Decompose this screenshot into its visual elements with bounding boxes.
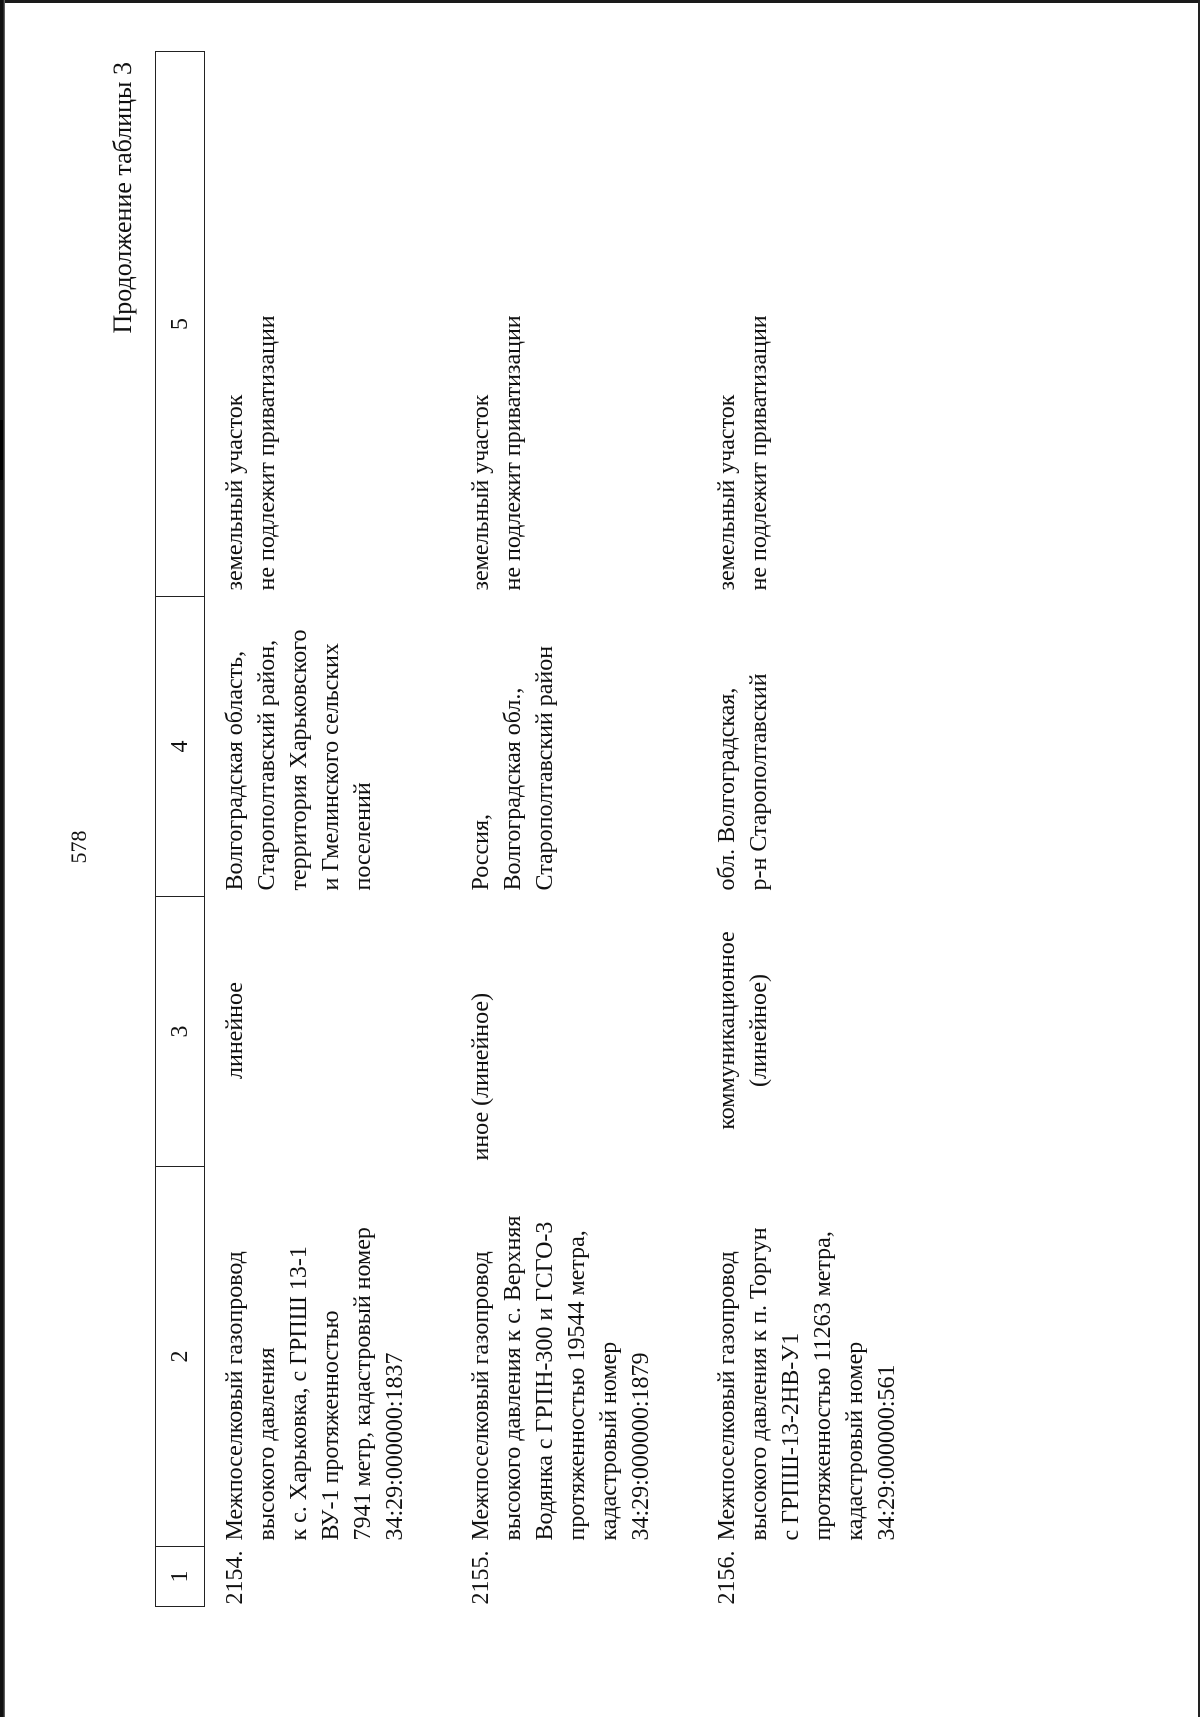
row-number: 2154.: [222, 1550, 248, 1605]
object-type: иное (линейное): [468, 992, 494, 1161]
object-note: земельный участок не подлежит приватизации: [468, 315, 526, 591]
object-type: коммуникационное (линейное): [714, 931, 772, 1130]
column-header-5: 5: [156, 52, 205, 597]
object-location: Россия, Волгоградская обл., Старополтавский район: [468, 645, 558, 891]
row-number: 2156.: [714, 1550, 740, 1605]
row-number: 2155.: [468, 1550, 494, 1605]
object-note: земельный участок не подлежит приватизации: [714, 315, 772, 591]
object-name: Межпоселковый газопровод высокого давления к с. Верхняя Водянка с ГРПН-300 и ГСГО-3 протяженностью 19544 метра, кадастровый номер 34:29:000000:1879: [468, 1215, 654, 1541]
column-header-3: 3: [156, 897, 205, 1167]
column-header-2: 2: [156, 1167, 205, 1547]
page-number: 578: [66, 830, 91, 864]
column-header-4: 4: [156, 597, 205, 897]
table-row: [697, 52, 943, 1607]
column-header-1: 1: [156, 1547, 205, 1607]
object-name: Межпоселковый газопровод высокого давления к п. Торгун с ГРПШ-13-2НВ-У1 протяженностью 11263 метра, кадастровый номер 34:29:000000:561: [714, 1227, 900, 1541]
object-location: Волгоградская область, Старополтавский район, территория Харьковского и Гмелинского сельских поселений: [222, 629, 376, 891]
table-row: [451, 52, 697, 1607]
table-header-row: [156, 52, 205, 1607]
registry-table: [155, 51, 943, 1607]
object-note: земельный участок не подлежит приватизации: [222, 315, 280, 591]
object-location: обл. Волгоградская, р-н Старополтавский: [714, 673, 772, 891]
object-type: линейное: [222, 982, 248, 1079]
table-caption: Продолжение таблицы 3: [108, 62, 137, 334]
table-row: [205, 52, 452, 1607]
object-name: Межпоселковый газопровод высокого давления к с. Харьковка, с ГРПШ 13-1 ВУ-1 протяженностью 7941 метр, кадастровый номер 34:29:000000:1837: [222, 1227, 408, 1541]
